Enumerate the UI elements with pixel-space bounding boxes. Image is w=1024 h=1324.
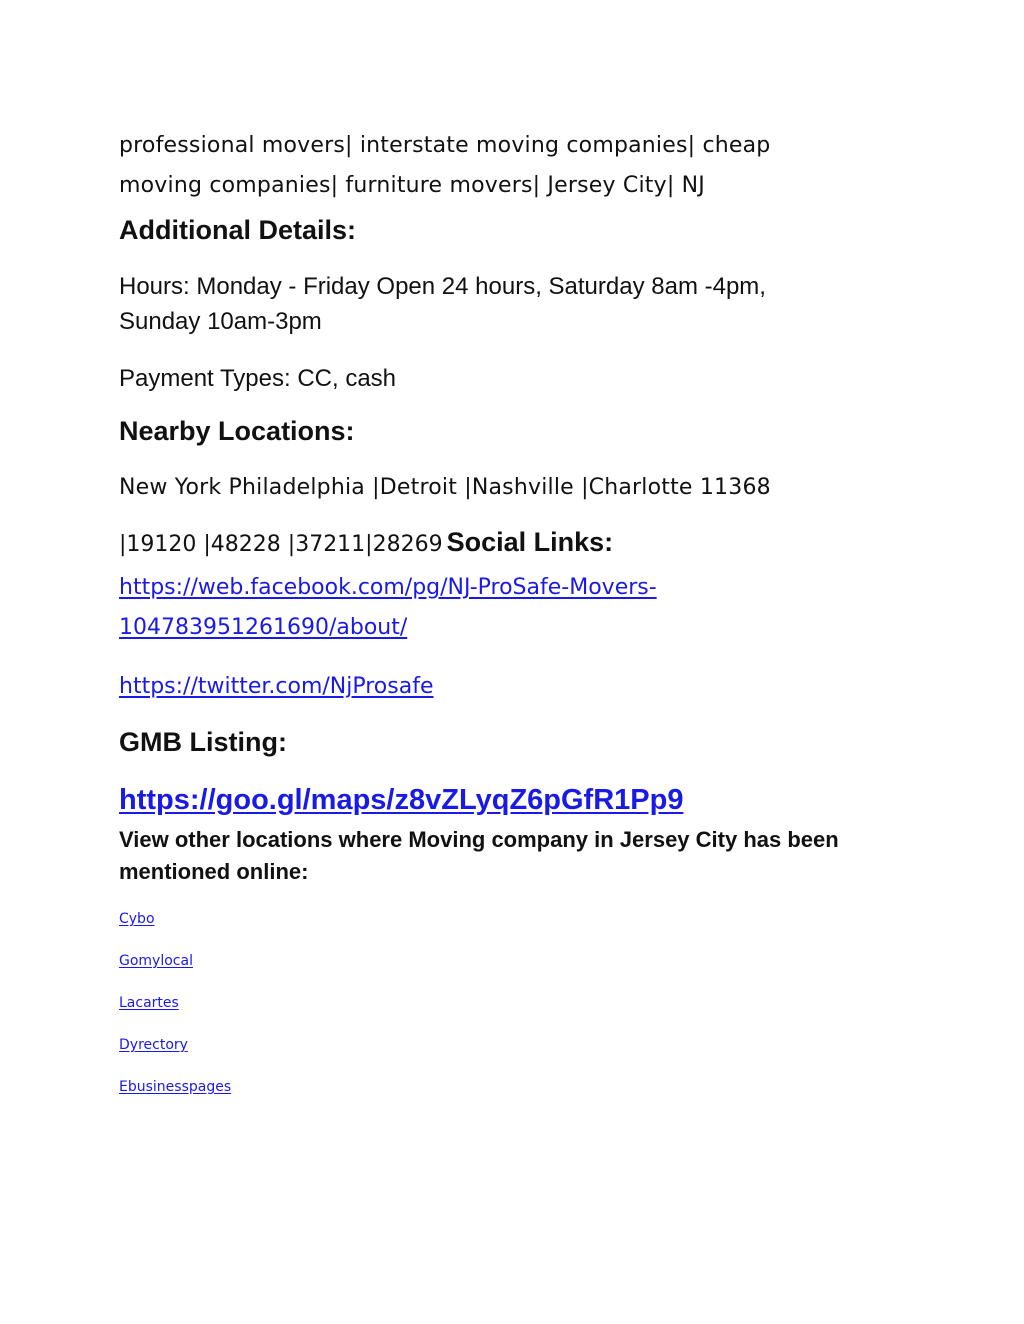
listing-link-gomylocal[interactable]: Gomylocal	[119, 953, 193, 969]
twitter-link[interactable]: https://twitter.com/NjProsafe	[119, 674, 434, 699]
listing-link-lacartes[interactable]: Lacartes	[119, 995, 179, 1011]
gmb-listing-heading: GMB Listing:	[119, 727, 287, 757]
listing-link-dyrectory[interactable]: Dyrectory	[119, 1037, 188, 1053]
gmb-maps-link[interactable]: https://goo.gl/maps/z8vZLyqZ6pGfR1Pp9	[119, 784, 684, 816]
keywords-line-1: professional movers| interstate moving companies| cheap	[119, 133, 771, 158]
nearby-locations-line-2-row	[119, 522, 613, 567]
hours-line-1: Hours: Monday - Friday Open 24 hours, Saturday 8am -4pm,	[119, 273, 766, 300]
keywords-line-2: moving companies| furniture movers| Jersey City| NJ	[119, 173, 705, 198]
facebook-link-line-2[interactable]: 104783951261690/about/	[119, 615, 408, 640]
hours-line-2: Sunday 10am-3pm	[119, 308, 322, 335]
other-locations-line-1: View other locations where Moving company in Jersey City has been	[119, 827, 839, 852]
facebook-link-line-1[interactable]: https://web.facebook.com/pg/NJ-ProSafe-Movers-	[119, 575, 657, 600]
payment-types: Payment Types: CC, cash	[119, 365, 397, 392]
additional-details-heading: Additional Details:	[119, 215, 357, 245]
other-locations-line-2: mentioned online:	[119, 859, 309, 884]
listing-link-cybo[interactable]: Cybo	[119, 911, 155, 927]
nearby-locations-line-1: New York Philadelphia |Detroit |Nashville |Charlotte 11368	[119, 475, 771, 500]
nearby-locations-heading: Nearby Locations:	[119, 416, 355, 446]
nearby-locations-line-2: |19120 |48228 |37211|28269	[119, 532, 443, 557]
social-links-heading: Social Links:	[446, 527, 614, 557]
listing-link-ebusinesspages[interactable]: Ebusinesspages	[119, 1079, 232, 1095]
